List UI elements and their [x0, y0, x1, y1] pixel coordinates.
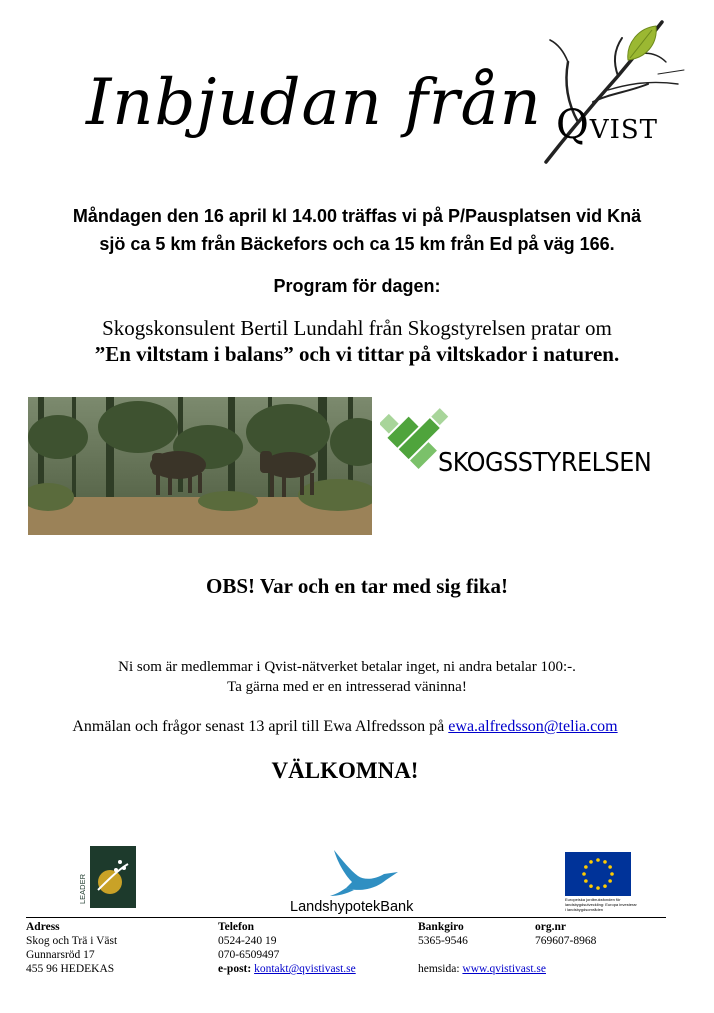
landshypotek-bird-icon [328, 846, 400, 898]
eu-star [608, 865, 612, 869]
eu-star [603, 884, 607, 888]
footer-address [26, 920, 117, 976]
email-label: e-post: [218, 963, 255, 975]
footer-bank [418, 920, 546, 976]
address-line-3: 455 96 HEDEKAS [26, 963, 115, 975]
qvist-logo-text [556, 102, 658, 148]
web-label: hemsida: [418, 963, 463, 975]
eu-star [589, 884, 593, 888]
program-line-1: Skogskonsulent Bertil Lundahl från Skogstyrelsen pratar om [102, 316, 612, 340]
eu-star [596, 858, 600, 862]
phone-2: 070-6509497 [218, 949, 280, 961]
registration-text: Anmälan och frågor senast 13 april till Ewa Alfredsson på [72, 718, 449, 735]
leader-logo [74, 846, 136, 908]
qvist-logo-q: Q [556, 102, 590, 148]
registration-line [0, 718, 690, 736]
footer-orgnr [535, 920, 596, 948]
program-heading: Program för dagen: [273, 276, 441, 296]
eu-caption: Europeiska jordbruksfonden för landsbygdsutveckling: Europa investerar i landsbygdsområden [565, 897, 637, 912]
members-line-2: Ta gärna med er en intresserad väninna! [227, 679, 467, 695]
registration-email-link[interactable]: ewa.alfredsson@telia.com [448, 718, 618, 735]
meeting-line-2: sjö ca 5 km från Bäckefors och ca 15 km från Ed på väg 166. [99, 234, 615, 254]
skogsstyrelsen-name: SKOGSSTYRELSEN [438, 448, 652, 478]
footer-phone [218, 920, 356, 976]
eu-star [610, 872, 614, 876]
qvist-logo-rest: VIST [589, 115, 658, 145]
eu-star [603, 860, 607, 864]
page-title: Inbjudan från [86, 66, 542, 140]
footer-divider [26, 917, 666, 918]
meeting-info [20, 202, 694, 258]
eu-star [608, 879, 612, 883]
address-line-2: Gunnarsröd 17 [26, 949, 95, 961]
eu-star [584, 865, 588, 869]
orgnr-label: org.nr [535, 921, 566, 933]
landshypotek-bank-name: LandshypotekBank [290, 899, 414, 915]
orgnr-number: 769607-8968 [535, 935, 597, 947]
eu-flag [565, 852, 631, 896]
members-line-1: Ni som är medlemmar i Qvist-nätverket betalar inget, ni andra betalar 100:-. [118, 659, 576, 675]
eu-star [582, 872, 586, 876]
footer-website-link[interactable]: www.qvistivast.se [462, 963, 546, 975]
address-line-1: Skog och Trä i Väst [26, 935, 118, 947]
welcome-text: VÄLKOMNA! [271, 758, 419, 783]
program-line-2: ”En viltstam i balans” och vi tittar på viltskador i naturen. [94, 342, 620, 366]
address-label: Adress [26, 921, 60, 933]
bankgiro-number: 5365-9546 [418, 935, 468, 947]
phone-1: 0524-240 19 [218, 935, 277, 947]
bankgiro-label: Bankgiro [418, 921, 464, 933]
eu-star [596, 886, 600, 890]
eu-star [589, 860, 593, 864]
eu-star [584, 879, 588, 883]
leader-label: LEADER [78, 873, 87, 904]
moose-photo [28, 397, 372, 535]
meeting-line-1: Måndagen den 16 april kl 14.00 träffas vi på P/Pausplatsen vid Knä [72, 206, 642, 226]
phone-label: Telefon [218, 921, 254, 933]
obs-notice: OBS! Var och en tar med sig fika! [206, 574, 508, 598]
footer-email-link[interactable]: kontakt@qvistivast.se [254, 963, 356, 975]
